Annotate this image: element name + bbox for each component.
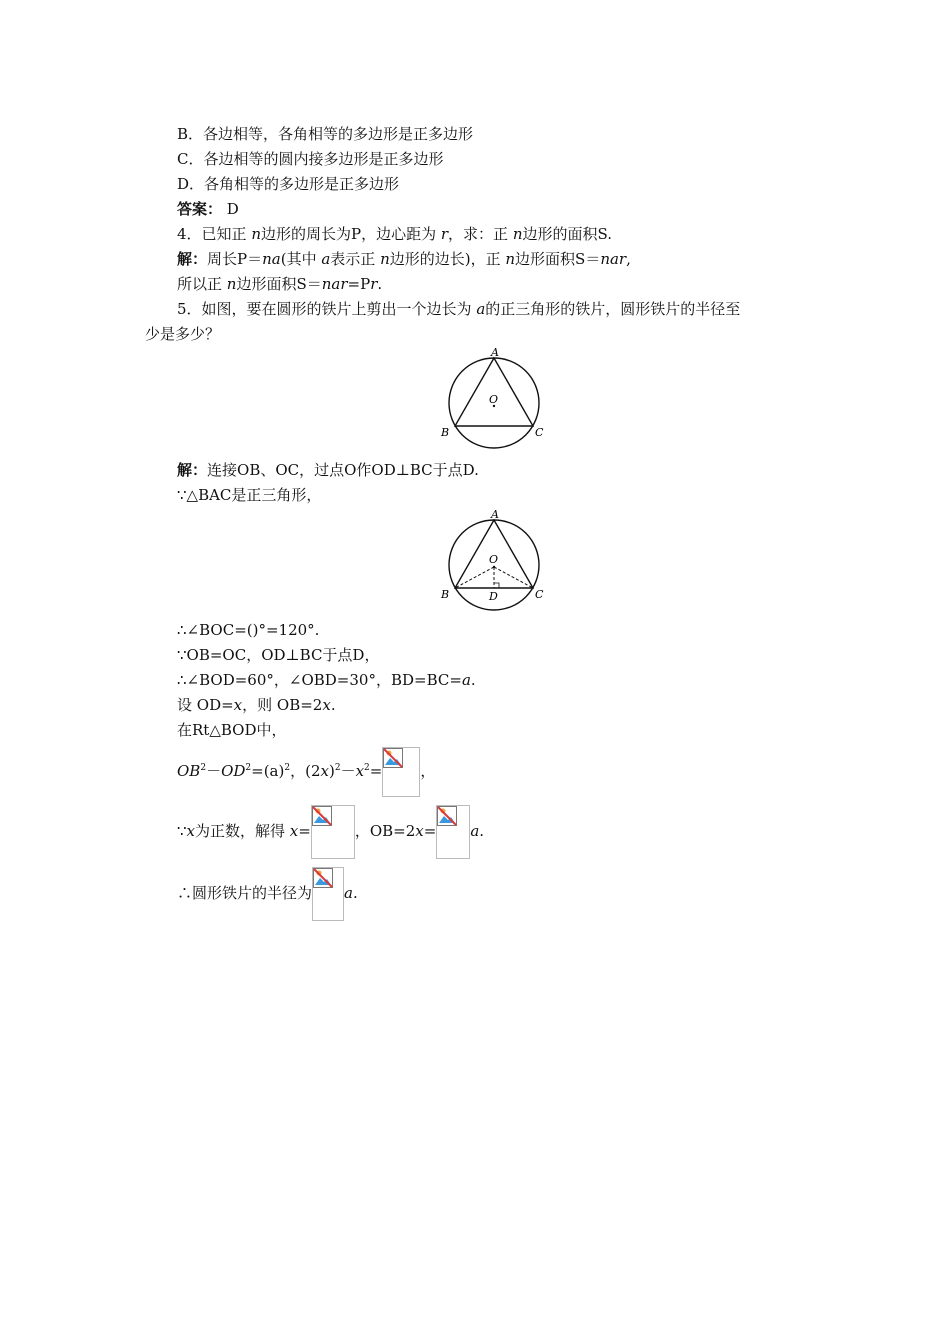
figure-2-circle-triangle-perpendicular — [430, 505, 560, 617]
answer-value: D — [222, 200, 239, 218]
step-8: ∴圆形铁片的半径为 a. — [177, 866, 358, 921]
label-b: B — [441, 426, 450, 439]
step-5: 在Rt△BOD中， — [177, 721, 287, 739]
solution-5-line-2: ∵△BAC是正三角形， — [177, 486, 322, 504]
broken-image-icon — [312, 867, 344, 921]
answer-line — [177, 199, 239, 219]
step-1: ∴∠BOC=()°=120°. — [177, 621, 320, 639]
label-b: B — [441, 588, 450, 601]
question-4: 4．已知正 n边形的周长为P，边心距为 r，求：正 n边形的面积S. — [177, 225, 612, 243]
label-c: C — [535, 588, 544, 601]
figure-1-circle-triangle — [430, 345, 560, 457]
solution-4-line-2: 所以正 n边形面积S＝nar=Pr. — [177, 275, 383, 293]
question-5-line-2: 少是多少？ — [145, 325, 221, 343]
step-7: ∵x为正数，解得 x= ，OB=2x= a. — [177, 804, 484, 859]
label-o: O — [489, 393, 499, 406]
step-6: $OB^2-OD^2=(a)^2$，$(2x)^2-x^2=$ ， — [177, 746, 435, 797]
broken-image-icon — [311, 805, 355, 859]
answer-label: 答案： — [177, 200, 223, 218]
label-a: A — [491, 508, 499, 521]
broken-image-icon — [436, 805, 470, 859]
option-c: C．各边相等的圆内接多边形是正多边形 — [177, 150, 444, 168]
solution-5-line-1: 解：连接OB、OC，过点O作OD⊥BC于点D. — [177, 461, 479, 479]
label-c: C — [535, 426, 544, 439]
step-2: ∵OB=OC，OD⊥BC于点D， — [177, 646, 380, 664]
option-d: D．各角相等的多边形是正多边形 — [177, 175, 400, 193]
label-o: O — [489, 553, 499, 566]
broken-image-icon — [382, 747, 420, 797]
solution-4-line-1: 解：周长P＝na(其中 a表示正 n边形的边长)，正 n边形面积S＝nar, — [177, 250, 631, 268]
label-d: D — [489, 590, 498, 603]
option-b: B．各边相等，各角相等的多边形是正多边形 — [177, 125, 474, 143]
step-4: 设 OD=x，则 OB=2x. — [177, 696, 336, 714]
question-5-line-1: 5．如图，要在圆形的铁片上剪出一个边长为 a的正三角形的铁片，圆形铁片的半径至 — [177, 300, 741, 318]
triangle-abc — [455, 358, 533, 426]
label-a: A — [491, 346, 499, 359]
center-point — [493, 566, 495, 568]
step-3: ∴∠BOD=60°，∠OBD=30°，BD=BC=a. — [177, 671, 476, 689]
right-angle-mark — [494, 583, 499, 588]
